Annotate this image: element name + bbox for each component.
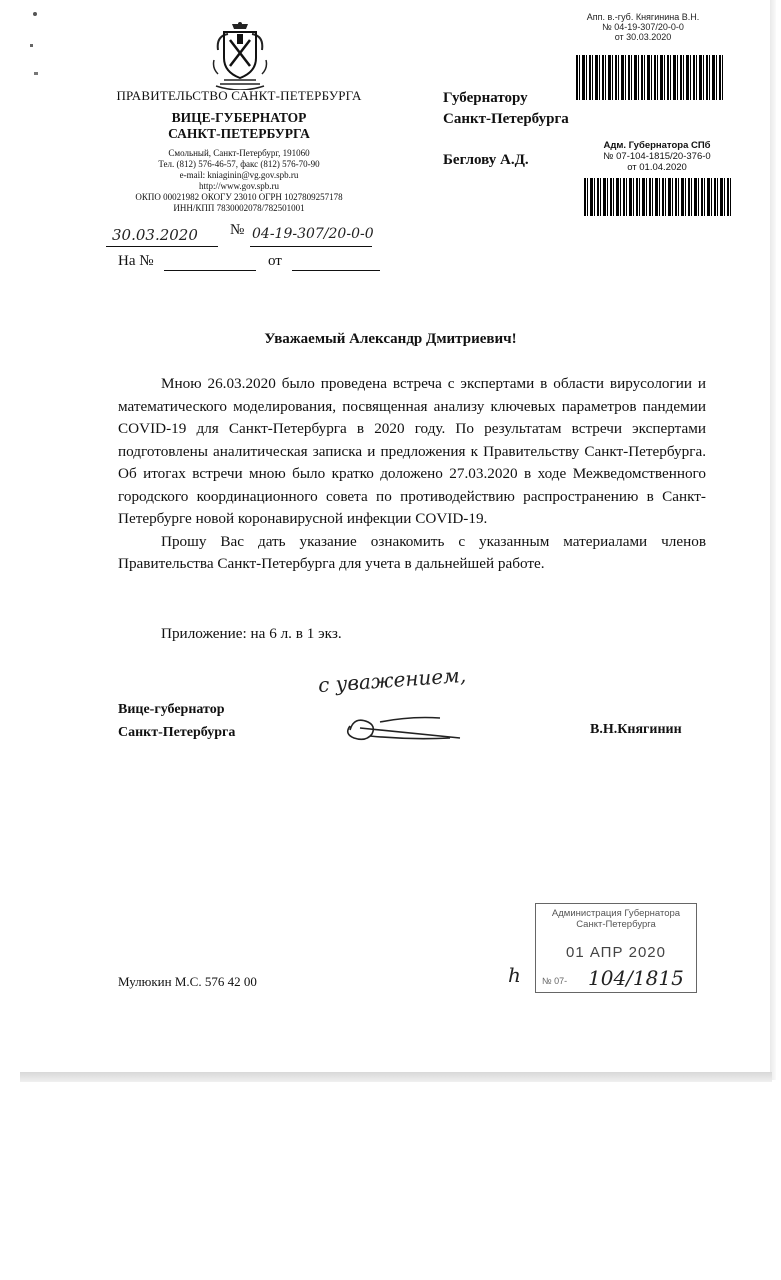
stamp-org-line-1: Администрация Губернатора — [551, 908, 681, 919]
signatory-title — [118, 698, 235, 744]
contact-line: e-mail: kniaginin@vg.gov.spb.ru — [179, 170, 299, 180]
stamp-line: № 07-104-1815/20-376-0 — [603, 151, 711, 162]
contact-line: Смольный, Санкт-Петербург, 191060 — [168, 148, 310, 158]
handwritten-regards: с уважением, — [317, 662, 467, 698]
contact-line: http://www.gov.spb.ru — [198, 181, 280, 191]
coat-of-arms-emblem — [210, 20, 270, 90]
addressee-block — [443, 88, 569, 130]
outgoing-registration-stamp — [578, 12, 708, 42]
page-edge-shadow — [770, 0, 776, 1080]
reply-to-label: На № — [118, 253, 154, 269]
scan-speck — [30, 44, 33, 47]
addressee-name: Беглову А.Д. — [443, 152, 529, 168]
letter-body — [118, 373, 706, 576]
handwritten-signature — [340, 702, 470, 752]
executor-contact: Мулюкин М.С. 576 42 00 — [118, 974, 257, 989]
barcode-outgoing — [576, 55, 724, 100]
signatory-title-line-1: Вице-губернатор — [118, 702, 225, 717]
position-line-1: ВИЦЕ-ГУБЕРНАТОР — [171, 110, 307, 125]
outgoing-number: 04-19-307/20-0-0 — [252, 226, 374, 242]
incoming-registration-stamp — [582, 140, 732, 173]
date-underline — [106, 246, 218, 247]
number-underline — [250, 246, 372, 247]
salutation: Уважаемый Александр Дмитриевич! — [264, 331, 517, 347]
stamp-org-line-2: Санкт-Петербурга — [576, 919, 656, 930]
body-paragraph: Прошу Вас дать указание ознакомить с указанным материалами членов Правительства Санкт-Петербурга для учета в дальнейшей работе. — [118, 532, 706, 572]
government-name: ПРАВИТЕЛЬСТВО САНКТ-ПЕТЕРБУРГА — [116, 88, 362, 103]
page-bottom-shadow — [20, 1072, 772, 1082]
stamp-line: от 01.04.2020 — [627, 162, 687, 173]
stamp-handwritten-number: 104/1815 — [588, 966, 684, 990]
stamp-line: от 30.03.2020 — [614, 32, 672, 42]
reply-from-label: от — [268, 253, 282, 269]
body-paragraph: Мною 26.03.2020 было проведена встреча с экспертами в области вирусологии и математического моделирования, посвященная анализу ключевых параметров пандемии COVID-19 для Санкт-Петербурга в 2020 году. По результатам встречи экспертами подготовлены аналитическая записка и предложения к Правительству Санкт-Петербурга. Об итогах встречи мною было кратко доложено 27.03.2020 в ходе Межведомственного городского координационного совета по противодействию распространению в Санкт-Петербурге новой коронавирусной инфекции COVID-19. — [118, 375, 706, 527]
reply-number-line — [164, 270, 256, 271]
contact-line: Тел. (812) 576-46-57, факс (812) 576-70-90 — [158, 159, 320, 169]
position-line-2: САНКТ-ПЕТЕРБУРГА — [168, 126, 310, 141]
signatory-name: В.Н.Княгинин — [590, 722, 682, 737]
scan-speck — [34, 72, 38, 75]
signatory-title-line-2: Санкт-Петербурга — [118, 725, 236, 740]
stamp-date: 01 АПР 2020 — [565, 944, 666, 961]
stamp-line: Апп. в.-губ. Княгинина В.Н. — [586, 12, 700, 22]
addressee-line-1: Губернатору — [443, 90, 528, 106]
reply-date-line — [292, 270, 380, 271]
number-sign: № — [230, 222, 245, 238]
stamp-line: Адм. Губернатора СПб — [603, 140, 711, 151]
stamp-number-label: № 07- — [542, 976, 568, 986]
sender-position — [108, 110, 370, 142]
sender-contacts — [108, 148, 370, 214]
registration-stamp-box — [535, 903, 697, 993]
contact-line: ОКПО 00021982 ОКОГУ 23010 ОГРН 1027809257178 — [135, 192, 343, 202]
contact-line: ИНН/КПП 7830002078/782501001 — [173, 203, 305, 213]
scan-speck — [33, 12, 37, 16]
handwritten-mark: h — [508, 963, 521, 987]
barcode-incoming — [584, 178, 732, 216]
outgoing-date: 30.03.2020 — [112, 226, 198, 244]
addressee-line-2: Санкт-Петербурга — [443, 111, 569, 127]
stamp-line: № 04-19-307/20-0-0 — [602, 22, 684, 32]
attachment-note: Приложение: на 6 л. в 1 экз. — [161, 625, 342, 642]
